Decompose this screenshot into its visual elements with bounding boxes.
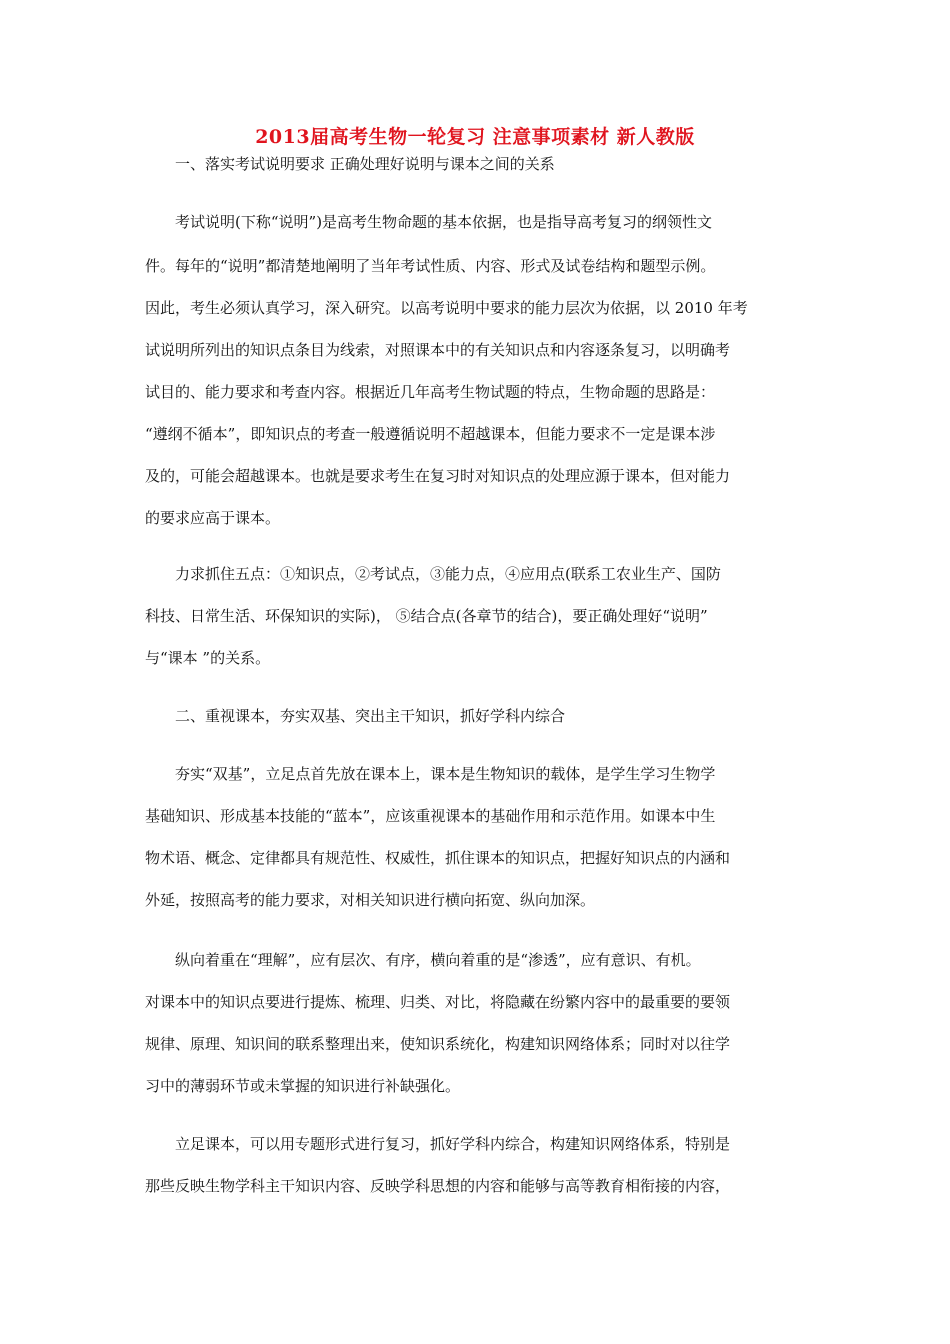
document-title: 2013届高考生物一轮复习 注意事项素材 新人教版	[255, 126, 695, 148]
paragraph-line: 基础知识、形成基本技能的“蓝本”，应该重视课本的基础作用和示范作用。如课本中生	[145, 807, 716, 825]
paragraph-line: 件。每年的“说明”都清楚地阐明了当年考试性质、内容、形式及试卷结构和题型示例。	[145, 257, 716, 275]
paragraph-line: 试目的、能力要求和考查内容。根据近几年高考生物试题的特点，生物命题的思路是：	[145, 383, 716, 401]
paragraph-line: 外延，按照高考的能力要求，对相关知识进行横向拓宽、纵向加深。	[145, 891, 596, 909]
paragraph-line: 物术语、概念、定律都具有规范性、权威性，抓住课本的知识点，把握好知识点的内涵和	[145, 849, 731, 867]
paragraph-line: 纵向着重在“理解”，应有层次、有序，横向着重的是“渗透”，应有意识、有机。	[175, 951, 701, 969]
section-heading-2: 二、重视课本，夯实双基、突出主干知识，抓好学科内综合	[175, 707, 566, 725]
paragraph-line: 力求抓住五点：①知识点，②考试点，③能力点，④应用点(联系工农业生产、国防	[175, 565, 721, 583]
paragraph-line: 与“课本 ”的关系。	[145, 649, 271, 667]
paragraph-line: 试说明所列出的知识点条目为线索，对照课本中的有关知识点和内容逐条复习，以明确考	[145, 341, 731, 359]
paragraph-line: 规律、原理、知识间的联系整理出来，使知识系统化，构建知识网络体系；同时对以往学	[145, 1035, 731, 1053]
paragraph-line: 立足课本，可以用专题形式进行复习，抓好学科内综合，构建知识网络体系，特别是	[175, 1135, 731, 1153]
paragraph-line: 因此，考生必须认真学习，深入研究。以高考说明中要求的能力层次为依据，以 2010 年考	[145, 299, 748, 317]
section-heading-1: 一、落实考试说明要求 正确处理好说明与课本之间的关系	[175, 155, 555, 173]
paragraph-line: 那些反映生物学科主干知识内容、反映学科思想的内容和能够与高等教育相衔接的内容，	[145, 1177, 731, 1195]
paragraph-line: 考试说明(下称“说明”)是高考生物命题的基本依据，也是指导高考复习的纲领性文	[175, 213, 713, 231]
paragraph-line: 及的，可能会超越课本。也就是要求考生在复习时对知识点的处理应源于课本，但对能力	[145, 467, 731, 485]
paragraph-line: 科技、日常生活、环保知识的实际)， ⑤结合点(各章节的结合)，要正确处理好“说明”	[145, 607, 708, 625]
paragraph-line: 的要求应高于课本。	[145, 509, 281, 527]
paragraph-line: 对课本中的知识点要进行提炼、梳理、归类、对比，将隐藏在纷繁内容中的最重要的要领	[145, 993, 731, 1011]
paragraph-line: 夯实“双基”，立足点首先放在课本上，课本是生物知识的载体，是学生学习生物学	[175, 765, 716, 783]
paragraph-line: 习中的薄弱环节或未掌握的知识进行补缺强化。	[145, 1077, 461, 1095]
paragraph-line: “遵纲不循本”，即知识点的考查一般遵循说明不超越课本，但能力要求不一定是课本涉	[145, 425, 716, 443]
